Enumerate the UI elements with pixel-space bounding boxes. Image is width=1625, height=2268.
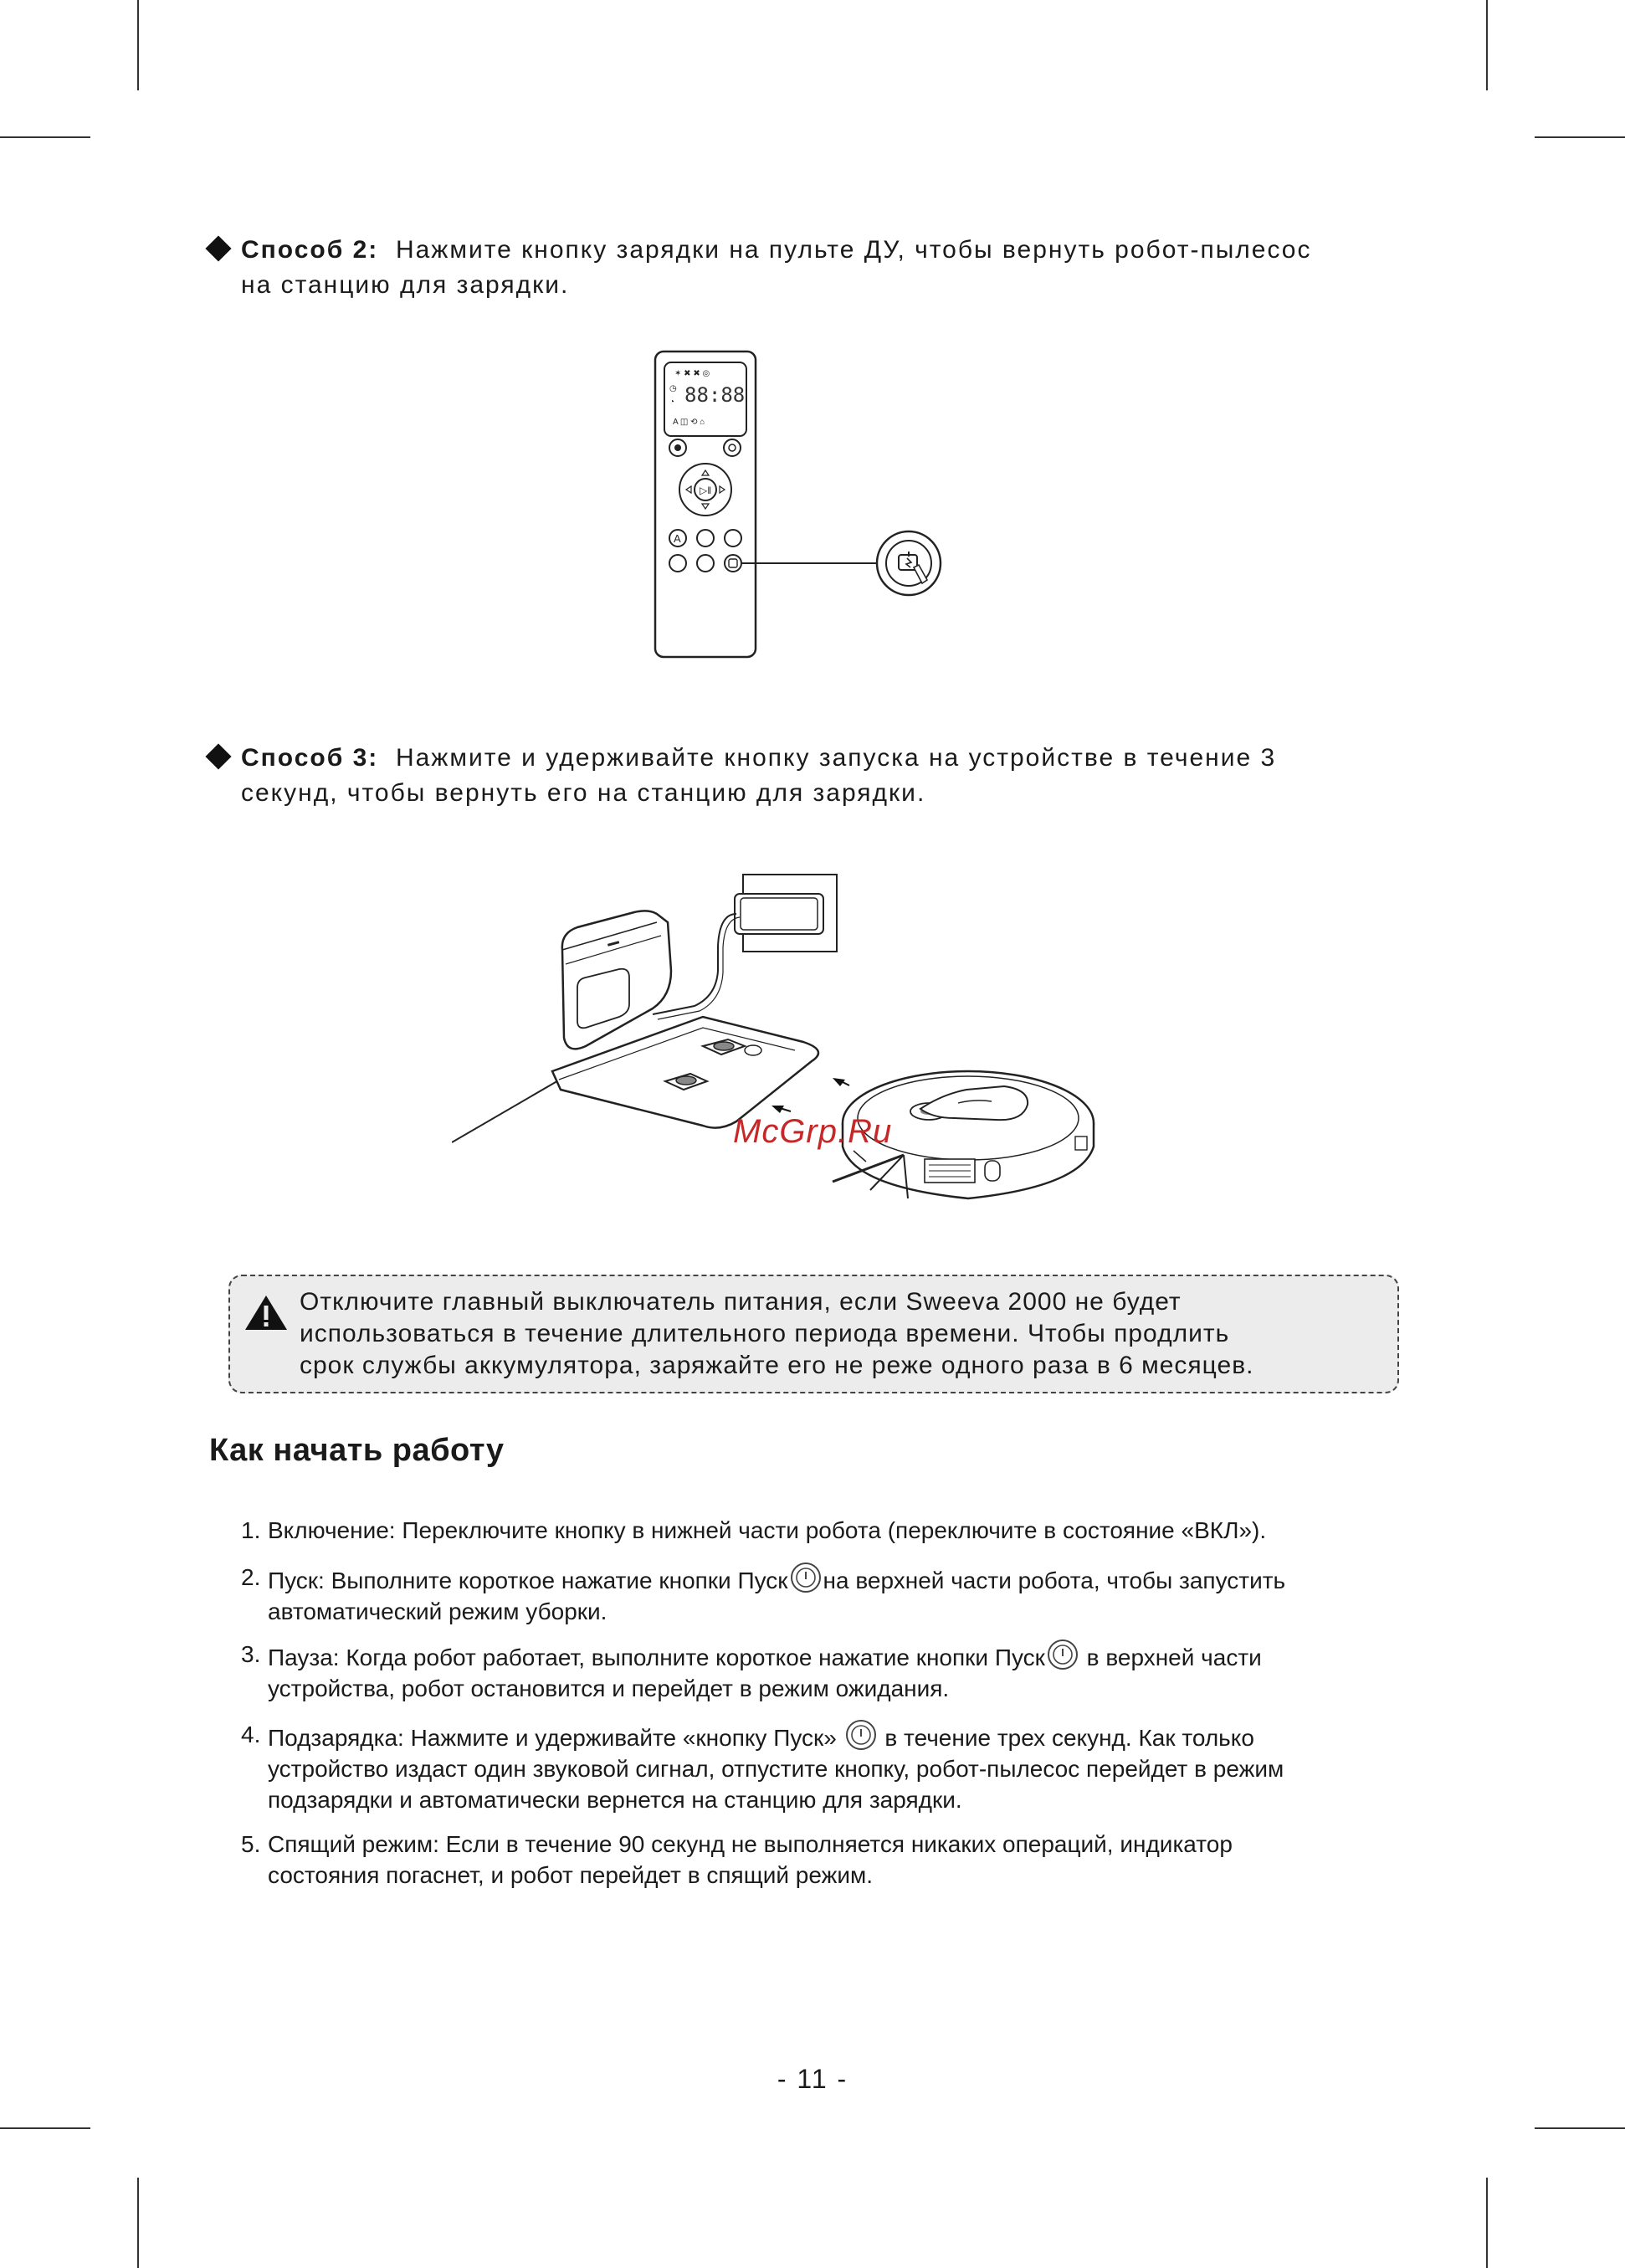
step-text: в течение трех секунд. Как только <box>884 1725 1254 1751</box>
step-text: Спящий режим: Если в течение 90 секунд не выполняется никаких операций, индикатор <box>268 1831 1233 1857</box>
warning-box <box>228 1275 1399 1393</box>
watermark: McGrp.Ru <box>733 1113 893 1150</box>
method-2-label: Способ 2: <box>241 236 379 264</box>
step-text: на верхней части робота, чтобы запустить <box>823 1568 1286 1593</box>
step-text: состояния погаснет, и робот перейдет в спящий режим. <box>268 1862 874 1888</box>
step-text: в верхней части <box>1086 1645 1262 1670</box>
step-text: Пауза: Когда робот работает, выполните короткое нажатие кнопки Пуск <box>268 1645 1045 1670</box>
method-3-text: Нажмите и удерживайте кнопку запуска на устройстве в течение 3 <box>395 744 1277 772</box>
svg-text:✶ ✖ ✖ ◎: ✶ ✖ ✖ ◎ <box>674 369 710 378</box>
remote-display: 88:88 <box>684 383 746 407</box>
crop-mark <box>0 2127 90 2129</box>
step-number: 2. <box>241 1564 261 1590</box>
step-number: 3. <box>241 1641 261 1667</box>
crop-mark <box>1535 2127 1625 2129</box>
method-2-text: Нажмите кнопку зарядки на пульте ДУ, чтобы вернуть робот-пылесос <box>395 236 1312 264</box>
step-text: Пуск: Выполните короткое нажатие кнопки Пуск <box>268 1568 788 1593</box>
step-text: Подзарядка: Нажмите и удерживайте «кнопку Пуск» <box>268 1725 837 1751</box>
method-2-text-cont: на станцию для зарядки. <box>241 271 570 299</box>
warning-line: Отключите главный выключатель питания, если Sweeva 2000 не будет <box>300 1288 1182 1316</box>
crop-mark <box>1535 136 1625 138</box>
step-text: автоматический режим уборки. <box>268 1598 607 1624</box>
crop-mark <box>1486 2178 1488 2268</box>
crop-mark <box>137 2178 139 2268</box>
crop-mark <box>137 0 139 90</box>
page-number: - 11 - <box>777 2064 848 2094</box>
step-text: подзарядки и автоматически вернется на станцию для зарядки. <box>268 1787 962 1813</box>
step-text: устройства, робот остановится и перейдет в режим ожидания. <box>268 1675 950 1701</box>
warning-line: срок службы аккумулятора, заряжайте его не реже одного раза в 6 месяцев. <box>300 1352 1254 1379</box>
docking-station-illustration <box>452 870 1130 1239</box>
method-2 <box>209 233 1414 303</box>
step-number: 1. <box>241 1517 261 1543</box>
step-number: 5. <box>241 1831 261 1857</box>
remote-control-illustration <box>644 347 962 665</box>
svg-text:◷: ◷ <box>669 384 677 393</box>
crop-mark <box>1486 0 1488 90</box>
svg-text:▷‖: ▷‖ <box>700 485 712 496</box>
method-3-text-cont: секунд, чтобы вернуть его на станцию для зарядки. <box>241 779 926 807</box>
warning-line: использоваться в течение длительного периода времени. Чтобы продлить <box>300 1320 1230 1347</box>
remote-a-label: A <box>674 532 681 545</box>
power-button-icon <box>845 1719 877 1751</box>
step-number: 4. <box>241 1722 261 1747</box>
step-text: Включение: Переключите кнопку в нижней части робота (переключите в состояние «ВКЛ»). <box>268 1517 1267 1543</box>
section-title: Как начать работу <box>209 1433 505 1468</box>
method-3 <box>209 741 1414 811</box>
method-3-label: Способ 3: <box>241 744 379 772</box>
crop-mark <box>0 136 90 138</box>
svg-text:A ◫ ⟲ ⌂: A ◫ ⟲ ⌂ <box>673 418 705 427</box>
step-text: устройство издаст один звуковой сигнал, отпустите кнопку, робот-пылесос перейдет в режим <box>268 1756 1284 1782</box>
power-button-icon <box>790 1562 822 1593</box>
warning-triangle-icon <box>243 1293 289 1332</box>
power-button-icon <box>1047 1639 1079 1670</box>
svg-text:◔: ◔ <box>669 398 675 407</box>
